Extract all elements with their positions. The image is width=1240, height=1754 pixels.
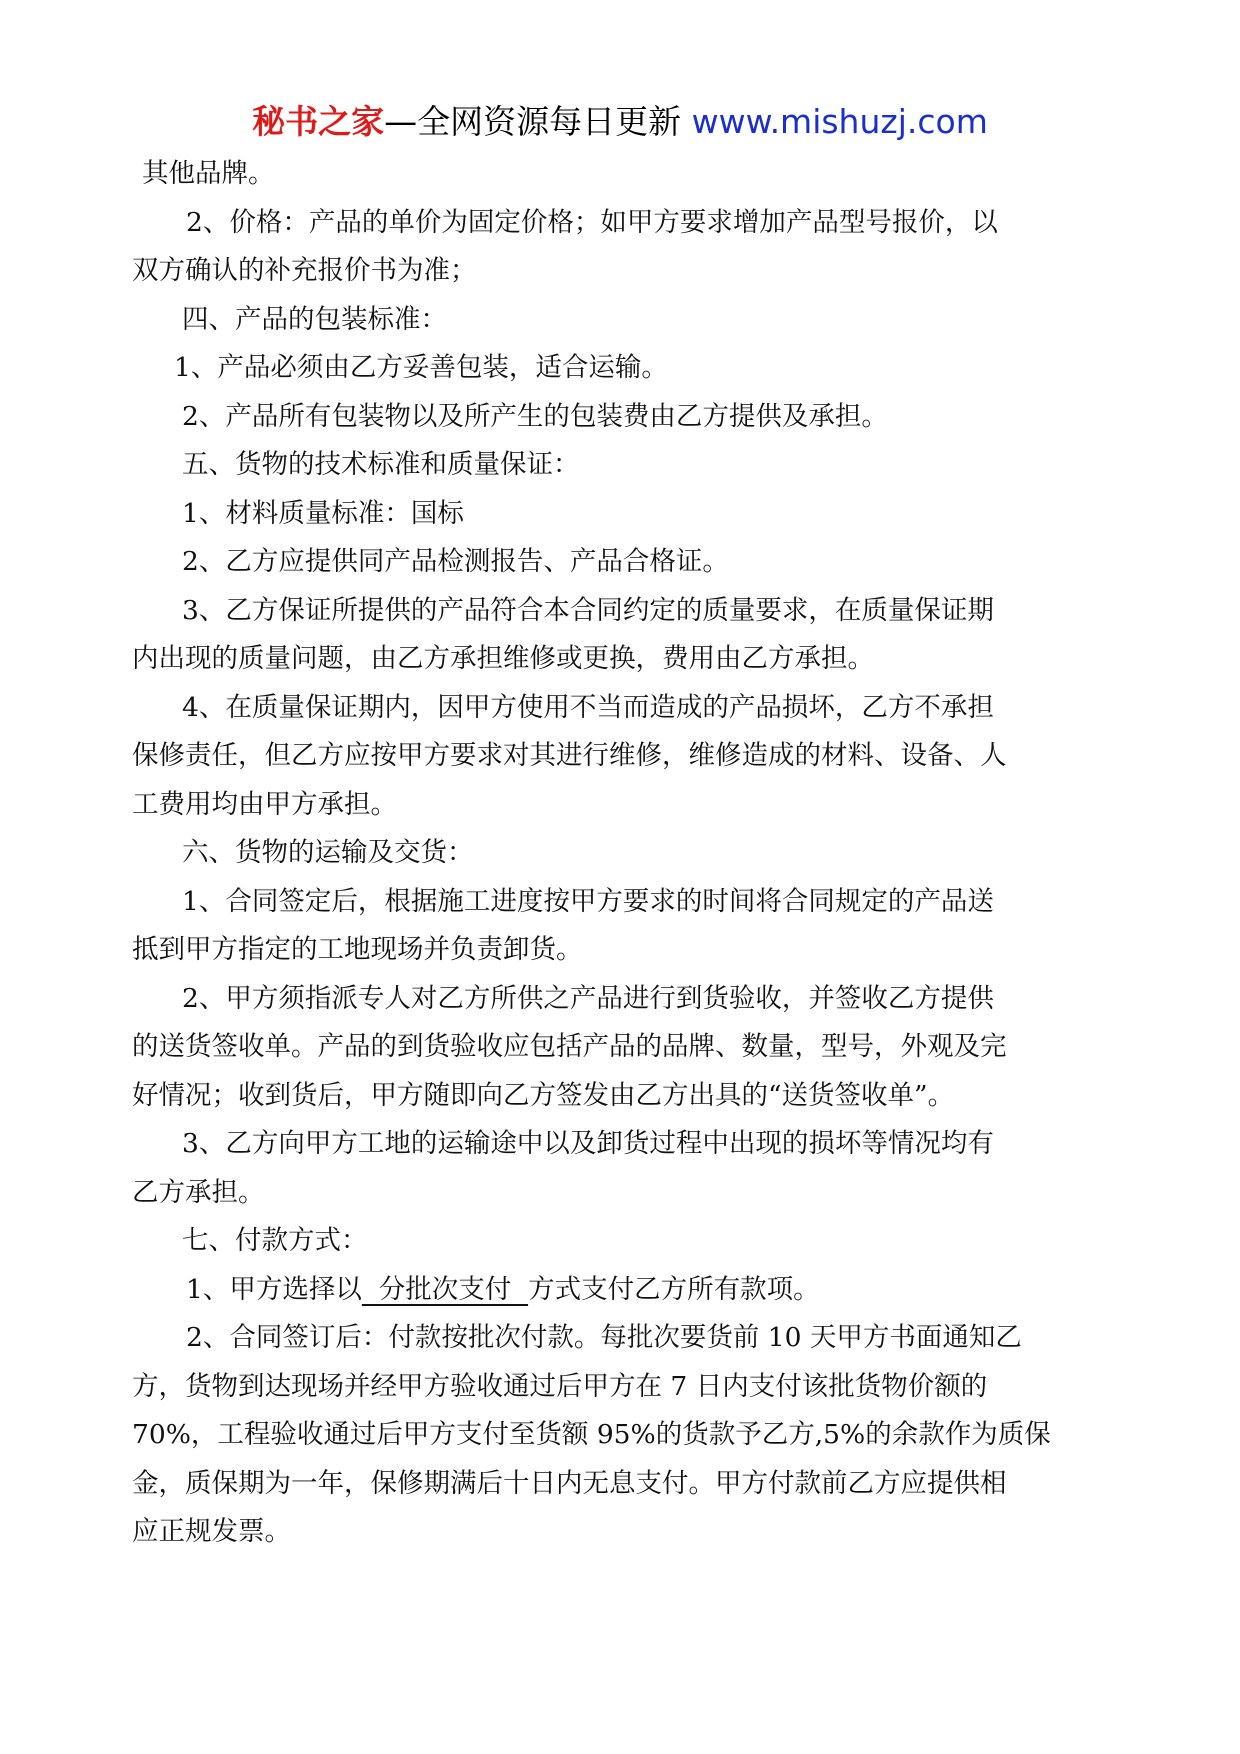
text-line: 方，货物到达现场并经甲方验收通过后甲方在 7 日内支付该批货物价额的 <box>132 1370 988 1402</box>
payment-choice-suffix: 方式支付乙方所有款项。 <box>528 1273 820 1305</box>
text-line: 好情况；收到货后，甲方随即向乙方签发由乙方出具的“送货签收单”。 <box>132 1079 955 1111</box>
text-line: 工费用均由甲方承担。 <box>132 788 397 820</box>
section-heading: 七、付款方式： <box>182 1225 368 1256</box>
text-line: 2、合同签订后：付款按批次付款。每批次要货前 10 天甲方书面通知乙 <box>186 1322 1022 1353</box>
payment-method-blank: 分批次支付 <box>361 1273 529 1305</box>
text-line: 金，质保期为一年，保修期满后十日内无息支付。甲方付款前乙方应提供相 <box>132 1467 1007 1499</box>
section-heading: 四、产品的包装标准： <box>182 303 447 335</box>
text-line: 其他品牌。 <box>142 158 275 189</box>
text-line: 2、产品所有包装物以及所产生的包装费由乙方提供及承担。 <box>182 400 888 432</box>
text-line: 3、乙方保证所提供的产品符合本合同约定的质量要求，在质量保证期 <box>182 594 994 626</box>
text-line: 抵到甲方指定的工地现场并负责卸货。 <box>132 934 583 965</box>
text-line: 乙方承担。 <box>132 1176 265 1208</box>
text-line: 2、乙方应提供同产品检测报告、产品合格证。 <box>182 546 729 577</box>
text-line: 应正规发票。 <box>132 1516 291 1547</box>
text-line: 2、甲方须指派专人对乙方所供之产品进行到货验收，并签收乙方提供 <box>182 982 994 1014</box>
section-heading: 六、货物的运输及交货： <box>182 837 474 868</box>
text-line: 的送货签收单。产品的到货验收应包括产品的品牌、数量，型号，外观及完 <box>132 1031 1007 1062</box>
text-line: 1、合同签定后，根据施工进度按甲方要求的时间将合同规定的产品送 <box>182 885 994 917</box>
text-line: 1、产品必须由乙方妥善包装，适合运输。 <box>174 352 668 383</box>
text-line: 2、价格：产品的单价为固定价格；如甲方要求增加产品型号报价，以 <box>186 206 998 238</box>
text-line: 70%，工程验收通过后甲方支付至货额 95%的货款予乙方,5%的余款作为质保 <box>132 1419 1051 1450</box>
text-line: 内出现的质量问题，由乙方承担维修或更换，费用由乙方承担。 <box>132 643 874 674</box>
brand-name: 秘书之家 <box>252 102 385 141</box>
header-slogan: —全网资源每日更新 <box>384 102 692 141</box>
contract-body <box>132 150 1112 1557</box>
payment-choice-prefix: 1、甲方选择以 <box>186 1273 362 1305</box>
site-header <box>0 100 1240 144</box>
text-line: 保修责任，但乙方应按甲方要求对其进行维修，维修造成的材料、设备、人 <box>132 740 1007 771</box>
section-heading: 五、货物的技术标准和质量保证： <box>182 449 580 480</box>
text-line: 4、在质量保证期内，因甲方使用不当而造成的产品损坏，乙方不承担 <box>182 691 994 723</box>
payment-choice-line <box>132 1266 1112 1315</box>
text-line: 1、材料质量标准：国标 <box>182 497 464 529</box>
text-line: 双方确认的补充报价书为准； <box>132 255 477 286</box>
text-line: 3、乙方向甲方工地的运输途中以及卸货过程中出现的损坏等情况均有 <box>182 1128 994 1159</box>
site-url-link[interactable]: www.mishuzj.com <box>691 102 988 141</box>
